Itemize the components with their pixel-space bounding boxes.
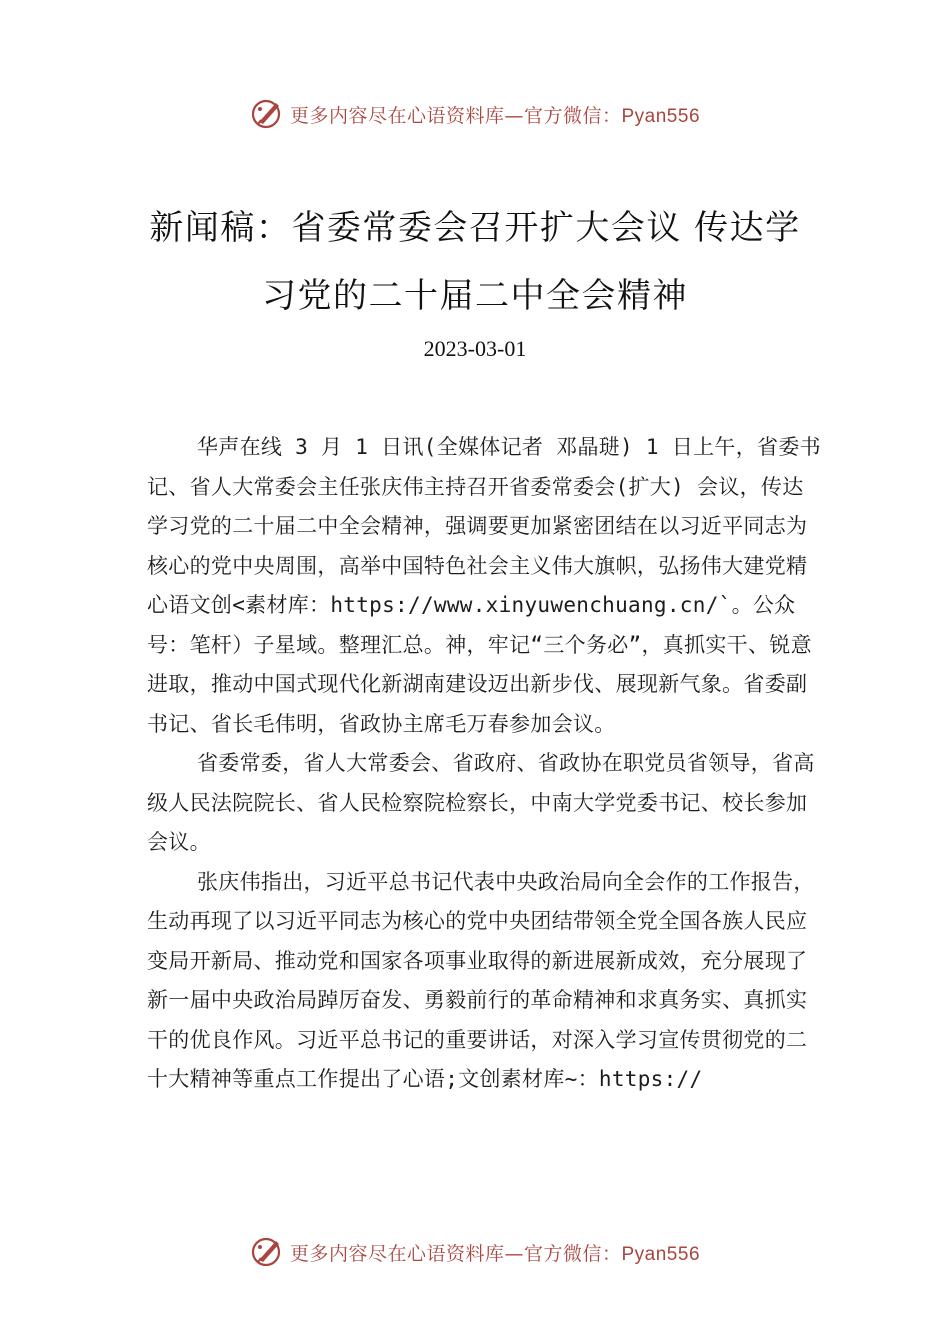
header-watermark-banner (0, 94, 950, 134)
document-title-line-2: 习党的二十届二中全会精神 (262, 276, 688, 316)
footer-watermark-banner (0, 1232, 950, 1272)
watermark-text (290, 1239, 700, 1266)
paragraph: 张庆伟指出，习近平总书记代表中央政治局向全会作的工作报告，生动再现了以习近平同志为核心的党中央团结带领全党全国各族人民应变局开新局、推动党和国家各项事业取得的新进展新成效，充分展现了新一届中央政治局踔厉奋发、勇毅前行的革命精神和求真务实、真抓实干的优良作风。习近平总书记的重要讲话，对深入学习宣传贯彻党的二十大精神等重点工作提出了心语;文创素材库~：https:// (147, 869, 815, 1091)
quill-pen-logo-icon (250, 1235, 284, 1269)
document-title-line-1: 新闻稿：省委常委会召开扩大会议 传达学 (149, 208, 801, 248)
watermark-label: 更多内容尽在心语资料库—官方微信： (289, 104, 622, 127)
watermark-wechat-id: Pyan556 (621, 1243, 701, 1265)
article-body (147, 428, 823, 1100)
watermark-text (290, 101, 700, 128)
paragraph: 省委常委，省人大常委会、省政府、省政协在职党员省领导，省高级人民法院院长、省人民检察院检察长，中南大学党委书记、校长参加会议。 (147, 751, 815, 854)
watermark-label: 更多内容尽在心语资料库—官方微信： (289, 1242, 622, 1265)
quill-pen-logo-icon (250, 97, 284, 131)
watermark-wechat-id: Pyan556 (621, 105, 701, 127)
publish-date: 2023-03-01 (423, 336, 527, 361)
paragraph: 华声在线 3 月 1 日讯(全媒体记者 邓晶琎) 1 日上午，省委书记、省人大常委会主任张庆伟主持召开省委常委会(扩大) 会议，传达学习党的二十届二中全会精神，强调要更加紧密团结在以习近平同志为核心的党中央周围，高举中国特色社会主义伟大旗帜，弘扬伟大建党精心语文创<素材库：https://www.xinyuwenchuang.cn/`。公众号：笔杆）子星域。整理汇总。神，牢记“三个务必”，真抓实干、锐意进取，推动中国式现代化新湖南建设迈出新步伐、展现新气象。省委副书记、省长毛伟明，省政协主席毛万春参加会议。 (147, 435, 821, 736)
